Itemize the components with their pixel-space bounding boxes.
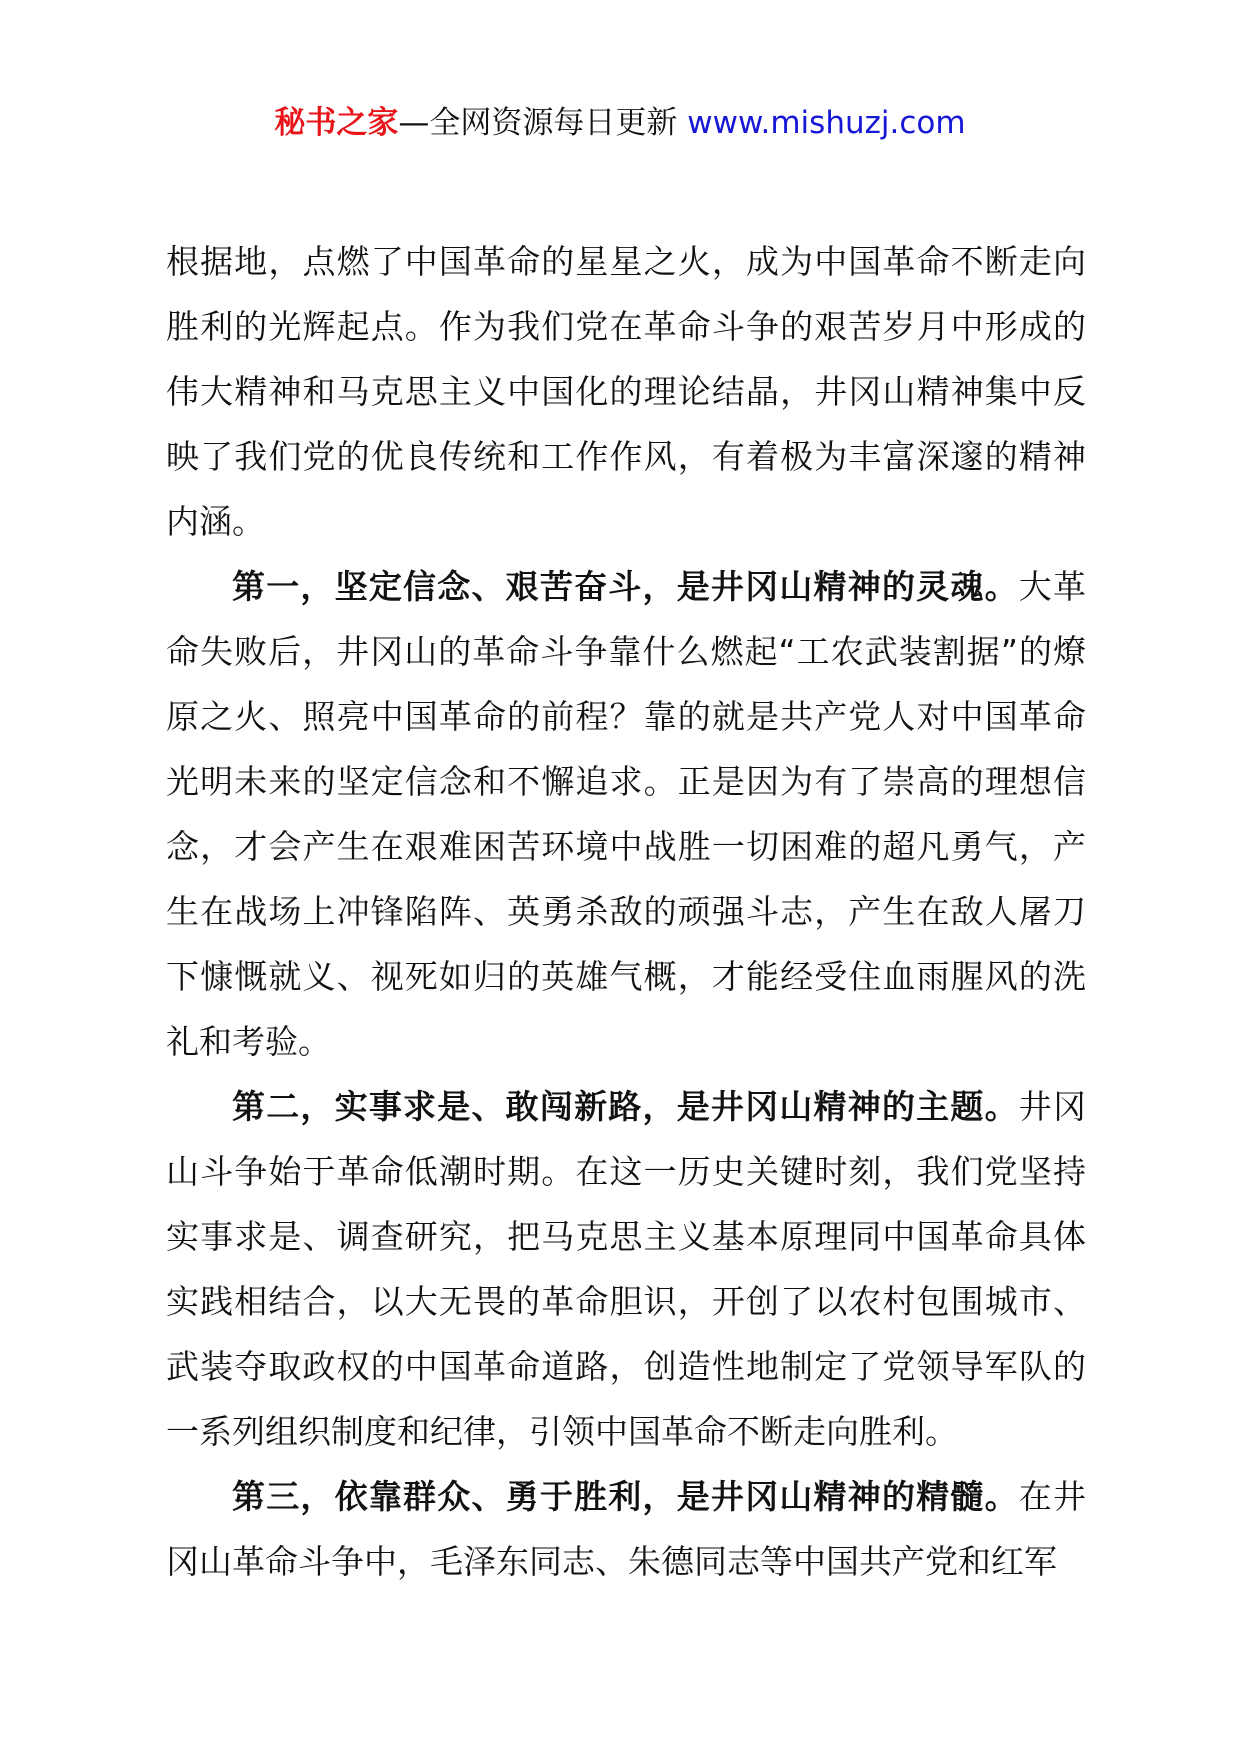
paragraph-intro	[166, 229, 1086, 554]
paragraph-lead: 第一，坚定信念、艰苦奋斗，是井冈山精神的灵魂。	[232, 567, 1019, 606]
site-url[interactable]: www.mishuzj.com	[687, 105, 966, 141]
paragraph-lead: 第二，实事求是、敢闯新路，是井冈山精神的主题。	[232, 1087, 1019, 1126]
paragraph-point-3	[166, 1464, 1086, 1594]
paragraph-point-2	[166, 1074, 1086, 1464]
paragraph-point-1	[166, 554, 1086, 1074]
paragraph-text: 大革命失败后，井冈山的革命斗争靠什么燃起“工农武装割据”的燎原之火、照亮中国革命的前程？靠的就是共产党人对中国革命光明未来的坚定信念和不懈追求。正是因为有了崇高的理想信念，才会产生在艰难困苦环境中战胜一切困难的超凡勇气，产生在战场上冲锋陷阵、英勇杀敌的顽强斗志，产生在敌人屠刀下慷慨就义、视死如归的英雄气概，才能经受住血雨腥风的洗礼和考验。	[166, 567, 1087, 1061]
paragraph-text: 在井冈山革命斗争中，毛泽东同志、朱德同志等中国共产党和红军	[166, 1477, 1087, 1581]
paragraph-lead: 第三，依靠群众、勇于胜利，是井冈山精神的精髓。	[232, 1477, 1019, 1516]
document-body	[166, 229, 1086, 1594]
paragraph-text: 根据地，点燃了中国革命的星星之火，成为中国革命不断走向胜利的光辉起点。作为我们党在革命斗争的艰苦岁月中形成的伟大精神和马克思主义中国化的理论结晶，井冈山精神集中反映了我们党的优良传统和工作作风，有着极为丰富深邃的精神内涵。	[166, 242, 1086, 541]
header-tagline: —全网资源每日更新	[398, 105, 688, 141]
site-name: 秘书之家	[274, 105, 399, 141]
paragraph-text: 井冈山斗争始于革命低潮时期。在这一历史关键时刻，我们党坚持实事求是、调查研究，把马克思主义基本原理同中国革命具体实践相结合，以大无畏的革命胆识，开创了以农村包围城市、武装夺取政权的中国革命道路，创造性地制定了党领导军队的一系列组织制度和纪律，引领中国革命不断走向胜利。	[166, 1087, 1087, 1451]
page-header	[0, 100, 1240, 146]
